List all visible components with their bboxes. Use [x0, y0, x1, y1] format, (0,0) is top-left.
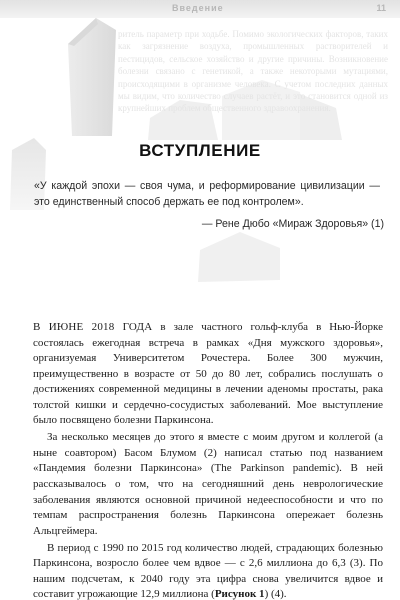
paragraph-1-lead: В ИЮНЕ 2018 ГОДА	[33, 321, 153, 333]
epigraph-quote: «У каждой эпохи — своя чума, и реформирование цивилизации — это единственный способ держать ее под контролем».	[34, 180, 380, 208]
paragraph-3	[33, 541, 383, 600]
paragraph-2: За несколько месяцев до этого я вместе с моим другом и коллегой (а ныне соавтором) Басом Блумом (2) написал статью под названием «Пандемия болезни Паркинсона» (The Parkinson pandemic). В ней рассказывалось о том, что на сегодняшний день неврологические заболевания являются основной причиной недееспособности и что по темпам распространения болезнь Паркинсона опережает болезнь Альцгеймера.	[33, 431, 383, 537]
show-through-text: ритель параметр при ходьбе. Помимо экологических факторов, таких как загрязнение воздуха, промышленных растворителей и пестицидов, сельское хозяйство и другие причины. Возникновение болезни связано с генетикой, а также некоторыми мутациями, происходящими в организме человека. С учетом последних данных мы видим, что количество случаев растёт, и это становится одной из крупнейших проблем общественного здравоохранения.	[118, 29, 388, 114]
chapter-title: ВСТУПЛЕНИЕ	[139, 141, 261, 160]
running-header-title: Введение	[172, 3, 224, 13]
epigraph-source: — Рене Дюбо «Мираж Здоровья» (1)	[201, 218, 384, 230]
figure-reference: Рисунок 1	[214, 588, 265, 600]
obelisk-shape	[68, 18, 116, 136]
body-text	[33, 320, 383, 600]
page-number: 11	[376, 3, 386, 13]
paragraph-3-start: В период с 1990 по 2015 год количество людей, страдающих болезнью Паркинсона, возросло более чем вдвое — с 2,6 миллиона до 6,3 (3). По нашим подсчетам, к 2040 году эта цифра снова увеличится вдвое и составит угрожающие 12,9 миллиона (	[33, 541, 383, 600]
paragraph-1-rest: в зале частного гольф-клуба в Нью-Йорке состоялась ежегодная встреча в рамках «Дня мужского здоровья», организуемая Университетом Рочестера. Более 300 мужчин, преимущественно в возрасте от 50 до 80 лет, собрались послушать о достижениях современной медицины в лечении аденомы простаты, рака толстой кишки и сердечно-сосудистых заболеваний. Мое выступление было посвящено болезни Паркинсона.	[33, 321, 383, 427]
paragraph-3-end: ) (4).	[264, 588, 287, 600]
paragraph-1	[33, 320, 383, 429]
